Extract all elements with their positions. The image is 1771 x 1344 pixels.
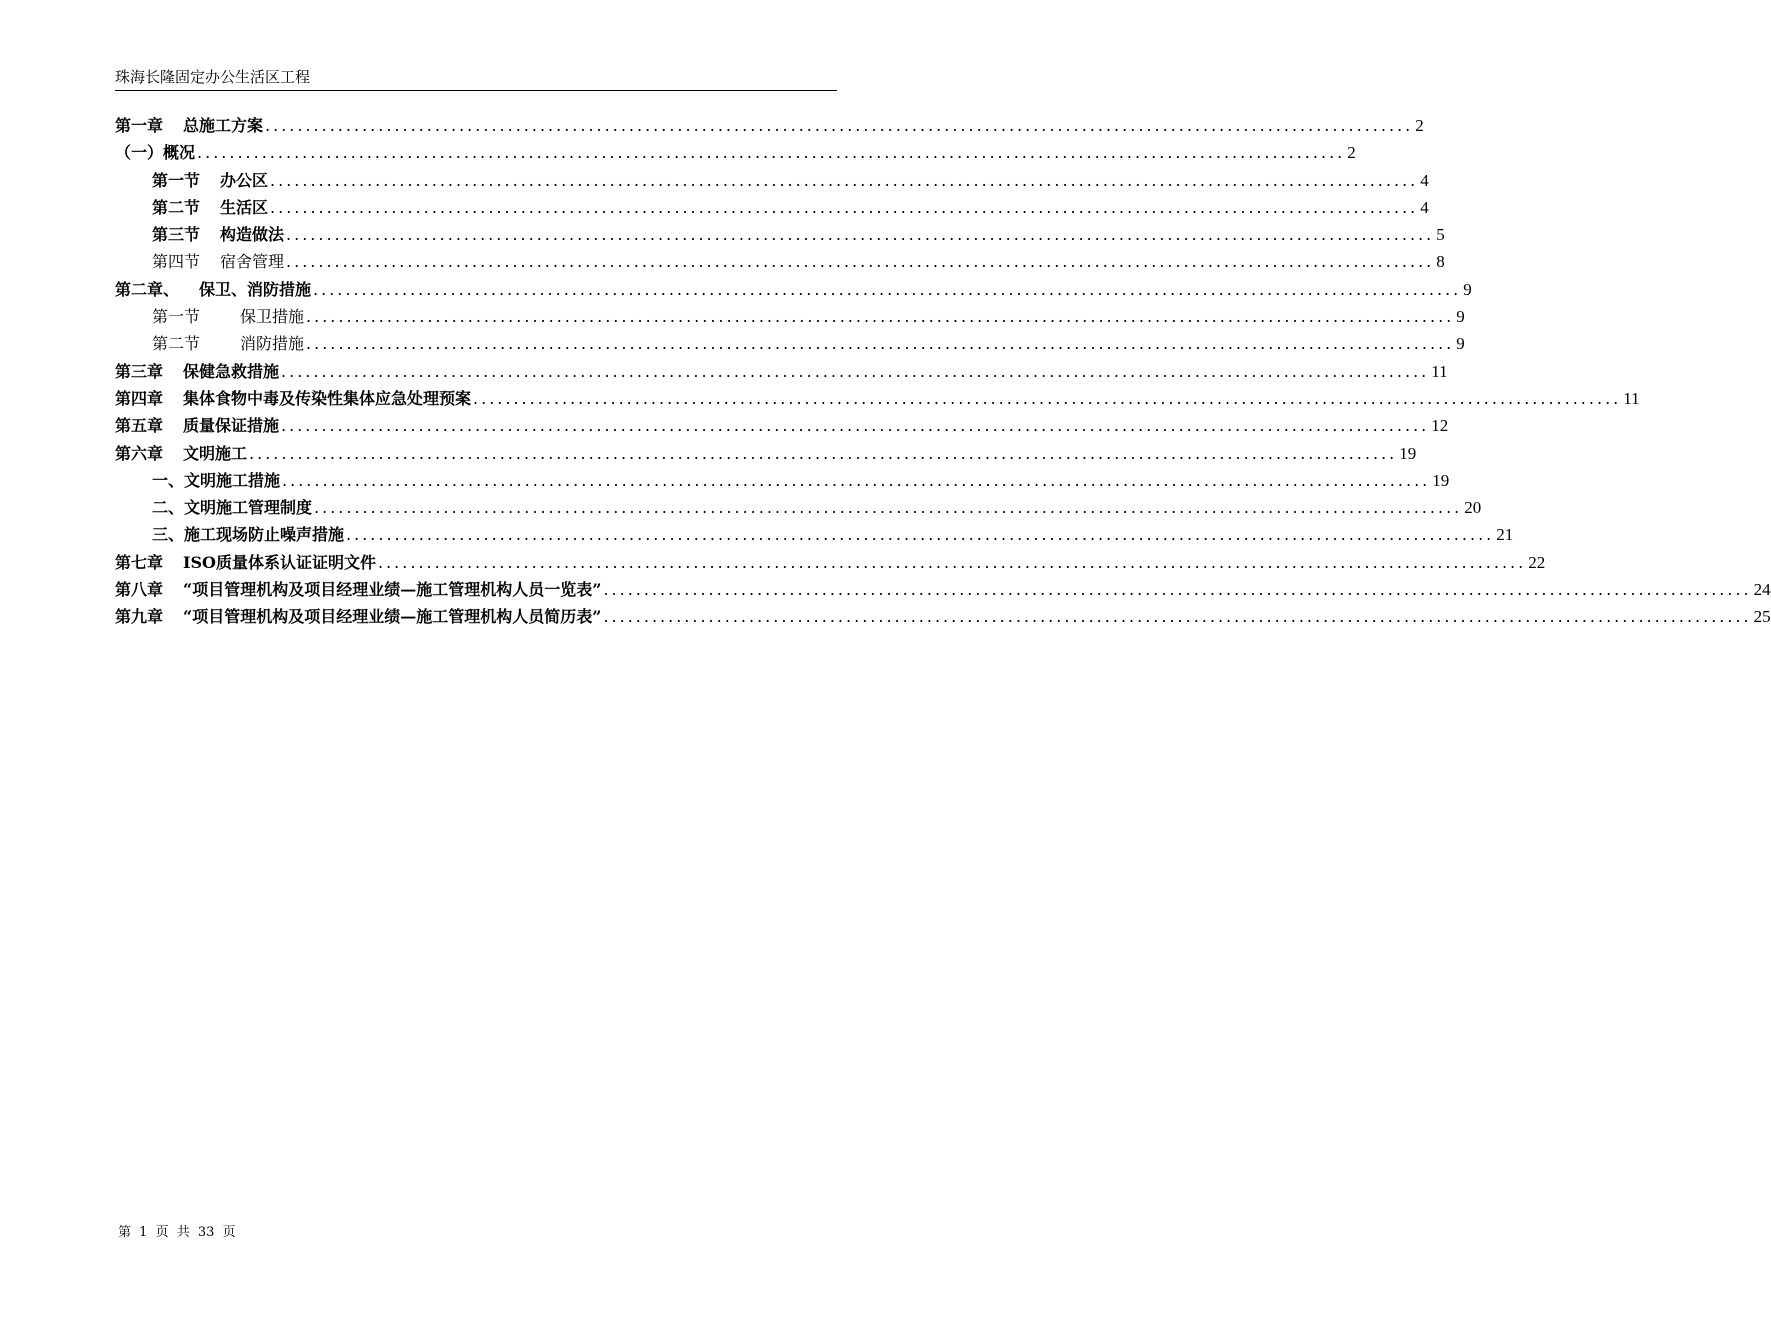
toc-leader-dots: ..............................................................................................................................................: [281, 361, 1430, 381]
toc-leader-dots: ..............................................................................................................................................: [306, 307, 1455, 327]
header-title: 珠海长隆固定办公生活区工程: [115, 68, 311, 86]
toc-entry-page: 2: [1415, 116, 1424, 135]
toc-entry-page: 22: [1528, 552, 1546, 572]
toc-entry-prefix: 第三章: [115, 361, 164, 381]
footer-gong: 共: [176, 1225, 190, 1240]
toc-entry-chapter-1[interactable]: [115, 112, 1424, 139]
toc-leader-dots: ..............................................................................................................................................: [306, 334, 1455, 354]
toc-entry-section-6-3[interactable]: [115, 521, 1514, 548]
toc-entry-page: 11: [1431, 361, 1448, 381]
toc-leader-dots: ..............................................................................................................................................: [378, 552, 1527, 572]
toc-entry-title: [115, 440, 247, 467]
toc-entry-prefix: 第六章: [115, 443, 164, 463]
toc-entry-page: 8: [1436, 252, 1445, 272]
toc-entry-title: [115, 576, 601, 603]
footer-ye-2: 页: [222, 1225, 236, 1240]
toc-entry-title: [115, 603, 601, 630]
footer-di: 第: [118, 1225, 132, 1240]
toc-entry-section-1-1[interactable]: [115, 167, 1429, 194]
toc-entry-text: 文明施工措施: [184, 470, 281, 490]
table-of-contents: [115, 112, 1771, 631]
toc-entry-chapter-7[interactable]: [115, 549, 1546, 576]
toc-leader-dots: ..............................................................................................................................................: [286, 252, 1435, 272]
toc-entry-text: 宿舍管理: [220, 252, 285, 272]
toc-entry-title: [115, 549, 376, 576]
toc-entry-text: 构造做法: [220, 225, 285, 245]
toc-entry-page: 2: [1347, 143, 1356, 163]
toc-entry-chapter-2[interactable]: [115, 276, 1472, 303]
toc-entry-prefix: 第二节: [152, 334, 201, 354]
footer-current-page: 1: [139, 1225, 148, 1240]
toc-entry-page: 19: [1432, 470, 1450, 490]
toc-entry-page: 24: [1753, 580, 1771, 600]
toc-entry-text: 集体食物中毒及传染性集体应急处理预案: [183, 388, 472, 408]
toc-entry-section-1-2[interactable]: [115, 194, 1429, 221]
toc-entry-page: 9: [1463, 279, 1472, 299]
toc-entry-overview[interactable]: [115, 139, 1356, 166]
toc-entry-page: 12: [1431, 416, 1449, 436]
toc-leader-dots: ..............................................................................................................................................: [603, 580, 1752, 600]
toc-entry-title: [115, 276, 311, 303]
toc-entry-prefix: 第一章: [115, 116, 164, 135]
toc-entry-title: [115, 139, 195, 166]
toc-entry-prefix: 第八章: [115, 580, 164, 600]
toc-entry-title: [152, 521, 344, 548]
toc-entry-text: 保卫措施: [240, 307, 305, 327]
toc-entry-text: 质量保证措施: [183, 416, 280, 436]
footer-total-pages: 33: [197, 1225, 215, 1240]
toc-leader-dots: ..............................................................................................................................................: [281, 416, 1430, 436]
toc-leader-dots: ..............................................................................................................................................: [346, 525, 1495, 545]
toc-entry-section-1-3[interactable]: [115, 221, 1445, 248]
toc-entry-prefix: 三、: [152, 525, 185, 545]
page-footer: [118, 1225, 240, 1241]
toc-entry-section-2-2[interactable]: [115, 330, 1465, 357]
toc-entry-chapter-4[interactable]: [115, 385, 1640, 412]
toc-entry-text: 文明施工管理制度: [184, 498, 313, 518]
toc-entry-prefix: （一）: [115, 143, 164, 163]
toc-entry-prefix: 第二节: [152, 197, 201, 217]
toc-entry-title: [115, 358, 279, 385]
toc-entry-title: [152, 167, 268, 194]
toc-entry-prefix: 第二章、: [115, 279, 180, 299]
toc-entry-page: 9: [1456, 307, 1465, 327]
toc-entry-chapter-6[interactable]: [115, 440, 1417, 467]
toc-entry-prefix: 第七章: [115, 552, 164, 572]
page-header: [115, 66, 837, 91]
toc-entry-prefix: 一、: [152, 470, 185, 490]
toc-entry-text: “项目管理机构及项目经理业绩—施工管理机构人员简历表”: [183, 607, 602, 627]
toc-entry-text: 生活区: [220, 197, 269, 217]
toc-entry-section-6-1[interactable]: [115, 467, 1450, 494]
toc-leader-dots: ..............................................................................................................................................: [270, 197, 1419, 217]
toc-entry-chapter-3[interactable]: [115, 358, 1448, 385]
toc-entry-page: 20: [1464, 498, 1482, 518]
toc-entry-page: 5: [1436, 225, 1445, 245]
toc-leader-dots: ..............................................................................................................................................: [265, 116, 1414, 135]
toc-entry-page: 9: [1456, 334, 1465, 354]
toc-entry-text: 总施工方案: [183, 116, 264, 135]
toc-entry-page: 4: [1420, 170, 1429, 190]
toc-entry-prefix: 第三节: [152, 225, 201, 245]
toc-leader-dots: ..............................................................................................................................................: [249, 443, 1398, 463]
toc-entry-prefix: 第一节: [152, 170, 201, 190]
toc-entry-title: [152, 467, 280, 494]
toc-entry-page: 25: [1753, 607, 1771, 627]
toc-entry-text: 施工现场防止噪声措施: [184, 525, 345, 545]
toc-entry-chapter-8[interactable]: [115, 576, 1771, 603]
toc-entry-text: “项目管理机构及项目经理业绩—施工管理机构人员一览表”: [183, 580, 602, 600]
toc-entry-title: [152, 303, 304, 330]
toc-entry-title: [152, 330, 304, 357]
toc-leader-dots: ..............................................................................................................................................: [313, 279, 1462, 299]
toc-entry-page: 21: [1496, 525, 1514, 545]
toc-entry-chapter-5[interactable]: [115, 412, 1449, 439]
toc-entry-text: 概况: [163, 143, 196, 163]
toc-entry-prefix: 第四章: [115, 388, 164, 408]
toc-entry-title: [152, 494, 312, 521]
toc-entry-prefix: 第四节: [152, 252, 201, 272]
toc-entry-section-1-4[interactable]: [115, 248, 1445, 275]
toc-leader-dots: ..............................................................................................................................................: [270, 170, 1419, 190]
toc-entry-prefix: 第一节: [152, 307, 201, 327]
footer-ye-1: 页: [155, 1225, 169, 1240]
toc-entry-section-2-1[interactable]: [115, 303, 1465, 330]
toc-entry-chapter-9[interactable]: [115, 603, 1771, 630]
toc-entry-page: 19: [1399, 443, 1417, 463]
toc-entry-text: 消防措施: [240, 334, 305, 354]
toc-entry-text: ISO质量体系认证证明文件: [183, 552, 376, 572]
toc-leader-dots: ..............................................................................................................................................: [282, 470, 1431, 490]
toc-entry-title: [152, 248, 284, 275]
toc-leader-dots: ..............................................................................................................................................: [473, 388, 1622, 408]
toc-entry-title: [115, 412, 279, 439]
toc-entry-section-6-2[interactable]: [115, 494, 1482, 521]
toc-leader-dots: ..............................................................................................................................................: [603, 607, 1752, 627]
toc-entry-text: 保健急救措施: [183, 361, 280, 381]
toc-entry-text: 保卫、消防措施: [199, 279, 312, 299]
toc-entry-title: [152, 194, 268, 221]
toc-entry-prefix: 第五章: [115, 416, 164, 436]
toc-entry-title: [115, 385, 471, 412]
toc-leader-dots: ..............................................................................................................................................: [314, 498, 1463, 518]
toc-entry-page: 4: [1420, 197, 1429, 217]
toc-leader-dots: ..............................................................................................................................................: [197, 143, 1346, 163]
toc-leader-dots: ..............................................................................................................................................: [286, 225, 1435, 245]
toc-entry-title: [152, 221, 284, 248]
toc-entry-title: [115, 112, 263, 139]
toc-entry-text: 文明施工: [183, 443, 248, 463]
toc-entry-page: 11: [1623, 388, 1640, 408]
toc-entry-text: 办公区: [220, 170, 269, 190]
toc-entry-prefix: 第九章: [115, 607, 164, 627]
toc-entry-prefix: 二、: [152, 498, 185, 518]
